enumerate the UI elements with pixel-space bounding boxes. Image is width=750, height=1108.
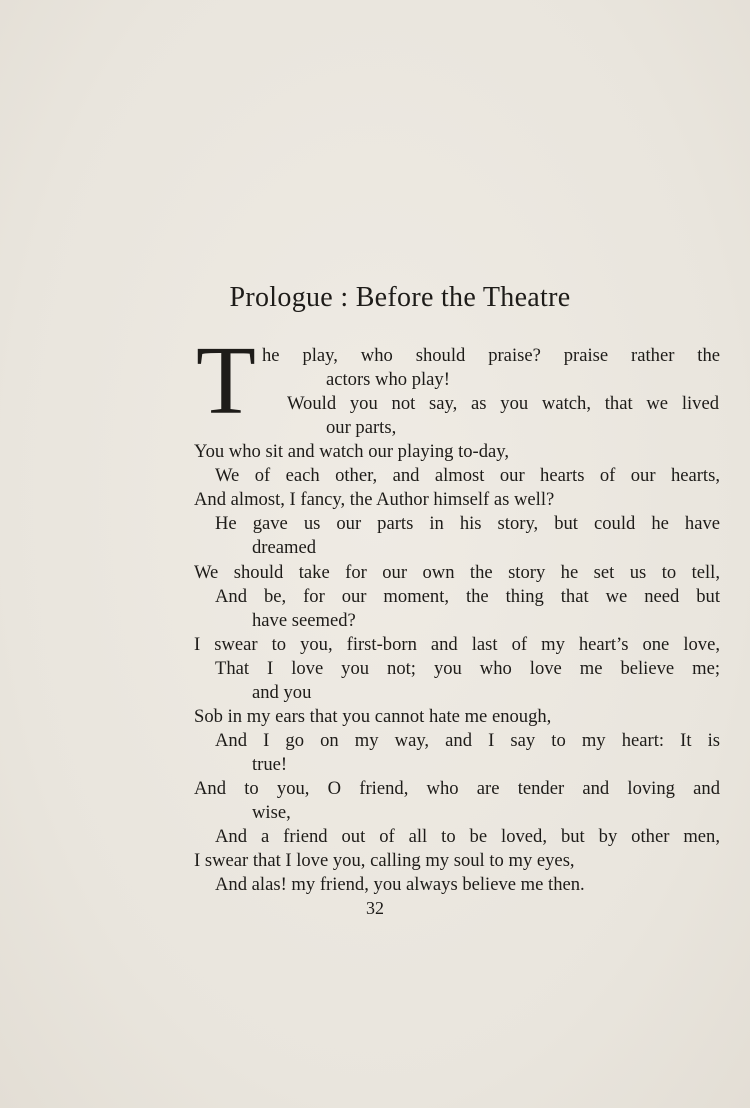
poem-line: dreamed — [252, 537, 317, 558]
poem-line: and you — [252, 682, 312, 703]
poem-title: Prologue : Before the Theatre — [229, 282, 571, 313]
drop-cap: T — [196, 327, 256, 435]
poem-line: wise, — [252, 802, 291, 823]
poem-line: And a friend out of all to be loved, but by other men, — [215, 826, 720, 847]
poem-line: And be, for our moment, the thing that we need but — [215, 586, 720, 607]
poem-line: I swear that I love you, calling my soul to my eyes, — [194, 850, 575, 871]
poem-line: We should take for our own the story he set us to tell, — [194, 562, 720, 583]
poem-line: have seemed? — [252, 610, 356, 631]
poem-line: That I love you not; you who love me believe me; — [215, 658, 720, 679]
poem-line: Sob in my ears that you cannot hate me enough, — [194, 706, 552, 727]
page-number: 32 — [366, 898, 384, 918]
poem-line: I swear to you, first-born and last of my heart’s one love, — [194, 634, 720, 655]
poem-line: Would you not say, as you watch, that we lived — [287, 393, 719, 414]
poem-line: our parts, — [326, 417, 397, 438]
poem-line: And almost, I fancy, the Author himself as well? — [194, 489, 555, 510]
poem-line: he play, who should praise? praise rather the — [262, 345, 720, 366]
poem-line: actors who play! — [326, 369, 450, 390]
poem-line: He gave us our parts in his story, but could he have — [215, 513, 720, 534]
poem-line: And alas! my friend, you always believe me then. — [215, 874, 585, 895]
poem-line: And I go on my way, and I say to my heart: It is — [215, 730, 720, 751]
poem-line: We of each other, and almost our hearts of our hearts, — [215, 465, 720, 486]
poem-line: You who sit and watch our playing to-day, — [194, 441, 510, 462]
poem-line: And to you, O friend, who are tender and loving and — [194, 778, 720, 799]
poem-line: true! — [252, 754, 288, 775]
